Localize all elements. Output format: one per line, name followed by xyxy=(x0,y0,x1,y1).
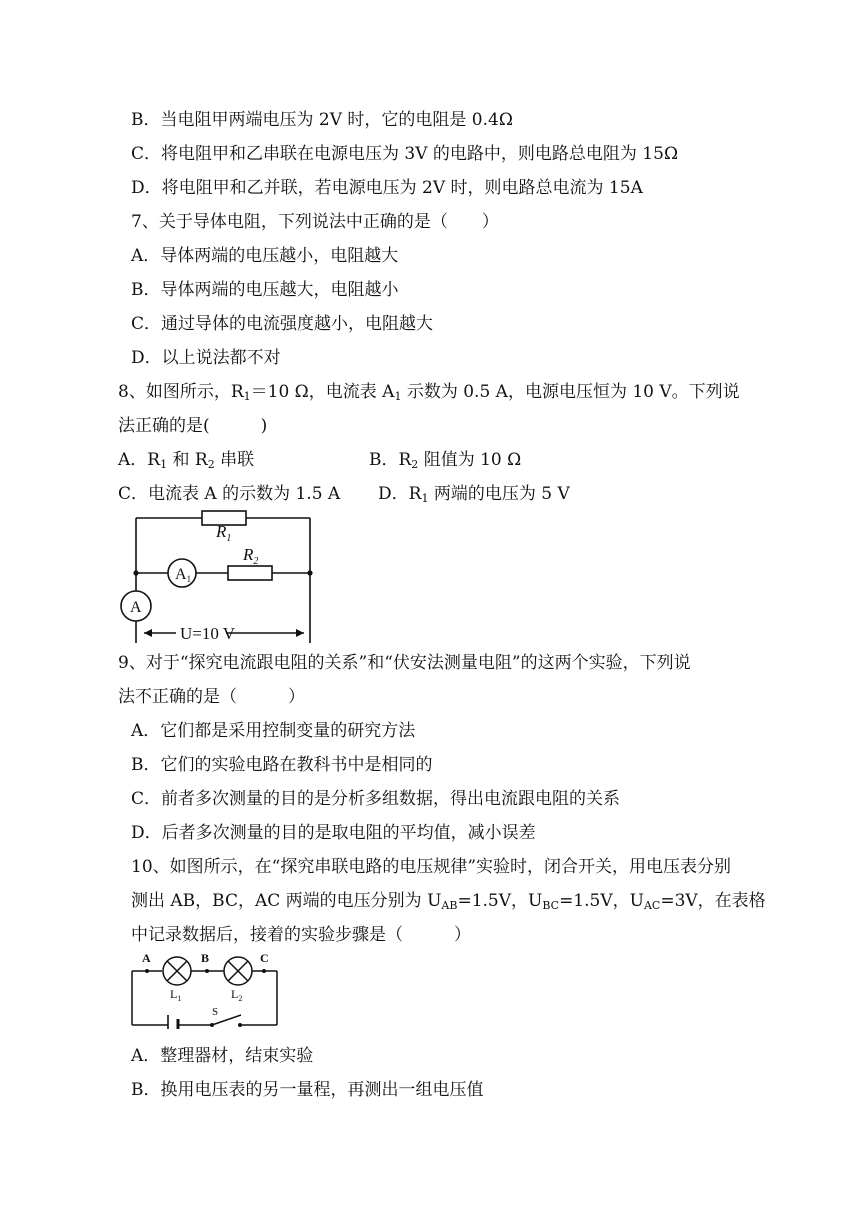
node-a-label: A xyxy=(142,951,151,965)
node-c-label: C xyxy=(260,951,269,965)
q8-option-c: C．电流表 A 的示数为 1.5 A xyxy=(118,484,341,504)
q8-option-a: A．$R_1$ 和 $R_2$ 串联 xyxy=(118,450,255,471)
q9-option-d: D．后者多次测量的目的是取电阻的平均值，减小误差 xyxy=(131,823,536,843)
q6-option-d: D．将电阻甲和乙并联，若电源电压为 2V 时，则电路总电流为 15A xyxy=(131,178,643,198)
voltage-label: U=10 V xyxy=(180,624,236,643)
q10-circuit-figure xyxy=(124,947,284,1029)
q10-option-a: A．整理器材，结束实验 xyxy=(131,1046,314,1066)
q8-stem: 8、如图所示，$R_1=10$ Ω，电流表 $A_1$ 示数为 0.5 A，电源电压恒为 10 V。下列说 xyxy=(118,382,740,403)
q7-option-a: A．导体两端的电压越小，电阻越大 xyxy=(131,246,399,266)
q9-stem-line2: 法不正确的是（ ） xyxy=(118,687,305,707)
q9-option-b: B．它们的实验电路在教科书中是相同的 xyxy=(131,755,433,775)
q9-option-a: A．它们都是采用控制变量的研究方法 xyxy=(131,721,416,741)
q10-stem-line3: 中记录数据后，接着的实验步骤是（ ） xyxy=(131,925,471,945)
r2-label: $R_2$ xyxy=(243,545,259,567)
q6-option-b: B．当电阻甲两端电压为 2V 时，它的电阻是 0.4Ω xyxy=(131,110,513,130)
q7-option-b: B．导体两端的电压越大，电阻越小 xyxy=(131,280,399,300)
lamp-l2-label: $L_2$ xyxy=(231,987,243,1003)
node-b-label: B xyxy=(201,951,210,965)
lamp-l1-label: $L_1$ xyxy=(170,987,182,1003)
ammeter-a1-label: A1 xyxy=(175,566,192,584)
q8-stem-line2: 法正确的是( ) xyxy=(118,416,268,436)
q9-option-c: C．前者多次测量的目的是分析多组数据，得出电流跟电阻的关系 xyxy=(131,789,621,809)
ammeter-a-label: A xyxy=(130,599,142,616)
r1-label: $R_1$ xyxy=(216,522,232,544)
q6-option-c: C．将电阻甲和乙串联在电源电压为 3V 的电路中，则电路总电阻为 15Ω xyxy=(131,144,679,164)
q10-stem-line2: 测出 AB，BC，AC 两端的电压分别为 $U_{AB}=1.5V$，$U_{BC}=1.5V$，$U_{AC}=3V$，在表格 xyxy=(131,891,766,912)
q10-stem: 10、如图所示，在“探究串联电路的电压规律”实验时，闭合开关，用电压表分别 xyxy=(131,857,732,877)
q7-stem: 7、关于导体电阻，下列说法中正确的是（ ） xyxy=(131,212,499,232)
switch-s-label: S xyxy=(212,1006,219,1018)
q7-option-d: D．以上说法都不对 xyxy=(131,348,281,368)
q10-option-b: B．换用电压表的另一量程，再测出一组电压值 xyxy=(131,1080,484,1100)
q9-stem: 9、对于“探究电流跟电阻的关系”和“伏安法测量电阻”的这两个实验，下列说 xyxy=(118,653,691,673)
q7-option-c: C．通过导体的电流强度越小，电阻越大 xyxy=(131,314,434,334)
q8-option-d: D．$R_1$ 两端的电压为 5 V xyxy=(378,484,570,505)
q8-option-b: B．$R_2$ 阻值为 10 Ω xyxy=(369,450,522,471)
q8-circuit-figure xyxy=(116,505,322,645)
